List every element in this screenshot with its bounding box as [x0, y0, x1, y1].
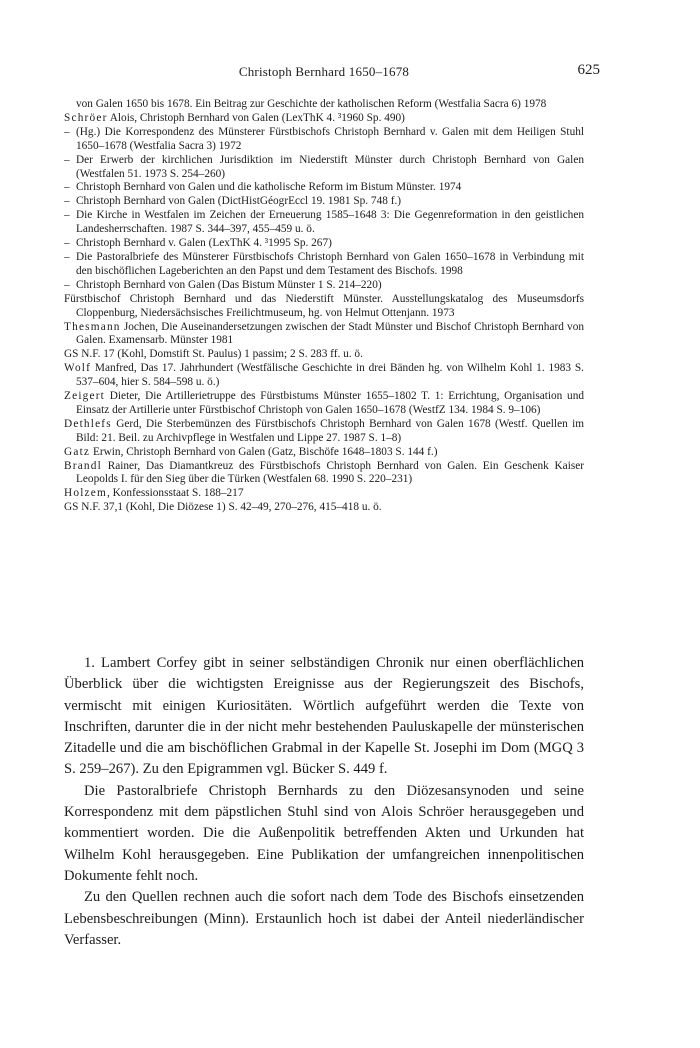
entry-text: Die Kirche in Westfalen im Zeichen der Erneuerung 1585–1648 3: Die Gegenreformation in den geistlichen Landesherrschaften. 1987 S. 344–397, 455–459 u. ö.: [76, 209, 584, 236]
bibliography-entry: [64, 209, 584, 237]
entry-text: GS N.F. 17 (Kohl, Domstift St. Paulus) 1 passim; 2 S. 283 ff. u. ö.: [64, 348, 363, 361]
bibliography-entry: [64, 195, 584, 209]
entry-text: von Galen 1650 bis 1678. Ein Beitrag zur Geschichte der katholischen Reform (Westfalia Sacra 6) 1978: [76, 98, 547, 110]
bibliography-entry: [64, 98, 584, 112]
bibliography-entry: [64, 362, 584, 390]
entry-text: Die Pastoralbriefe des Münsterer Fürstbischofs Christoph Bernhard von Galen 1650–1678 in Verbindung mit den bischöflichen Lageberichten an den Papst und dem Testament des Bischofs. 1998: [76, 250, 584, 277]
entry-text: Manfred, Das 17. Jahrhundert (Westfälische Geschichte in drei Bänden hg. von Wilhelm Kohl 1. 1983 S. 537–604, hier S. 584–598 u. ö.): [76, 362, 584, 389]
bibliography-entry: [64, 446, 584, 460]
entry-text: Alois, Christoph Bernhard von Galen (LexThK 4. ³1960 Sp. 490): [107, 111, 405, 124]
entry-text: , Konfessionsstaat S. 188–217: [106, 487, 244, 500]
entry-text: Der Erwerb der kirchlichen Jurisdiktion im Niederstift Münster durch Christoph Bernhard von Galen (Westfalen 51. 1973 S. 254–260): [76, 153, 584, 180]
entry-author: Holzem: [64, 487, 107, 500]
bibliography-entry: [64, 126, 584, 154]
entry-author: Thesmann: [64, 320, 121, 333]
entry-dash: –: [64, 278, 70, 291]
entry-dash: –: [64, 181, 70, 194]
entry-dash: –: [64, 250, 70, 263]
entry-text: Dieter, Die Artillerietruppe des Fürstbistums Münster 1655–1802 T. 1: Errichtung, Organisation und Einsatz der Artillerie unter Fürstbischof Christoph von Galen 1650–1678 (WestfZ 134. 1984 S. 9–106): [76, 390, 584, 416]
bibliography-list: [64, 98, 584, 515]
entry-text: Jochen, Die Auseinandersetzungen zwischen der Stadt Münster und Bischof Christoph Bernhard von Galen. Examensarb. Münster 1981: [76, 320, 584, 347]
bibliography-entry: [64, 181, 584, 195]
entry-text: Christoph Bernhard von Galen und die katholische Reform im Bistum Münster. 1974: [76, 181, 462, 194]
bibliography-entry: [64, 348, 584, 362]
bibliography-entry: [64, 487, 584, 501]
bibliography-entry: [64, 501, 584, 515]
body-paragraph: Die Pastoralbriefe Christoph Bernhards zu den Diözesansynoden und seine Korrespondenz mit dem päpstlichen Stuhl sind von Alois Schröer herausgegeben und kommentiert worden. Die die Außenpolitik betreffenden Akten und Urkunden hat Wilhelm Kohl herausgegeben. Eine Publikation der umfangreichen innenpolitischen Dokumente fehlt noch.: [64, 782, 584, 884]
entry-dash: –: [64, 125, 70, 138]
entry-text: Rainer, Das Diamantkreuz des Fürstbischofs Christoph Bernhard von Galen. Ein Geschenk Kaiser Leopolds I. für den Sieg über die Türken (Westfalen 68. 1990 S. 220–231): [76, 459, 584, 486]
body-text: [64, 653, 584, 951]
page-header: [64, 62, 600, 84]
entry-author: Dethlefs: [64, 417, 112, 430]
entry-text: (Hg.) Die Korrespondenz des Münsterer Fürstbischofs Christoph Bernhard v. Galen mit dem Heiligen Stuhl 1650–1678 (Westfalia Sacra 3) 1972: [76, 125, 584, 152]
page-number: 625: [577, 62, 600, 78]
entry-dash: –: [64, 153, 70, 166]
bibliography-entry: [64, 390, 584, 418]
entry-author: Schröer: [64, 111, 108, 124]
entry-text: Christoph Bernhard von Galen (DictHistGéogrEccl 19. 1981 Sp. 748 f.): [76, 195, 402, 208]
entry-text: Christoph Bernhard von Galen (Das Bistum Münster 1 S. 214–220): [76, 278, 382, 291]
bibliography-entry: [64, 251, 584, 279]
bibliography-entry: [64, 237, 584, 251]
entry-text: Gerd, Die Sterbemünzen des Fürstbischofs Christoph Bernhard von Galen 1678 (Westf. Quellen im Bild: 21. Beil. zu Archivpflege in Westfalen und Lippe 27. 1987 S. 1–8): [76, 417, 584, 444]
body-paragraph: Zu den Quellen rechnen auch die sofort nach dem Tode des Bischofs einsetzenden Lebensbeschreibungen (Minn). Erstaunlich hoch ist dabei der Anteil niederländischer Verfasser.: [64, 889, 584, 948]
running-title: Christoph Bernhard 1650–1678: [238, 64, 410, 79]
entry-text: Christoph Bernhard v. Galen (LexThK 4. ³1995 Sp. 267): [76, 237, 332, 250]
bibliography-entry: [64, 293, 584, 321]
bibliography-entry: [64, 112, 584, 126]
entry-dash: –: [64, 237, 70, 250]
entry-dash: –: [64, 209, 70, 222]
entry-text: GS N.F. 37,1 (Kohl, Die Diözese 1) S. 42–49, 270–276, 415–418 u. ö.: [64, 501, 382, 514]
bibliography-entry: [64, 279, 584, 293]
bibliography-entry: [64, 154, 584, 182]
entry-text: Fürstbischof Christoph Bernhard und das Niederstift Münster. Ausstellungskatalog des Museumsdorfs Cloppenburg, Niedersächsisches Freilichtmuseum, hg. von Helmut Ottenjann. 1973: [64, 292, 584, 319]
entry-author: Gatz: [64, 445, 91, 458]
body-paragraph: 1. Lambert Corfey gibt in seiner selbständigen Chronik nur einen oberflächlichen Überblick über die wichtigsten Ereignisse aus der Regierungszeit des Bischofs, vermischt mit einigen Kuriositäten. Wörtlich aufgeführt werden die Texte von Inschriften, darunter die in der nicht mehr bestehenden Pauluskapelle der münsterischen Zitadelle und die am bischöflichen Grabmal in der Kapelle St. Josephi im Dom (MGQ 3 S. 259–267). Zu den Epigrammen vgl. Bücker S. 449 f.: [64, 655, 584, 778]
entry-author: Wolf: [64, 362, 92, 375]
bibliography-entry: [64, 460, 584, 488]
entry-text: Erwin, Christoph Bernhard von Galen (Gatz, Bischöfe 1648–1803 S. 144 f.): [90, 445, 438, 458]
bibliography-entry: [64, 418, 584, 446]
bibliography-entry: [64, 321, 584, 349]
entry-author: Zeigert: [64, 390, 106, 403]
entry-dash: –: [64, 195, 70, 208]
entry-author: Brandl: [64, 459, 102, 472]
